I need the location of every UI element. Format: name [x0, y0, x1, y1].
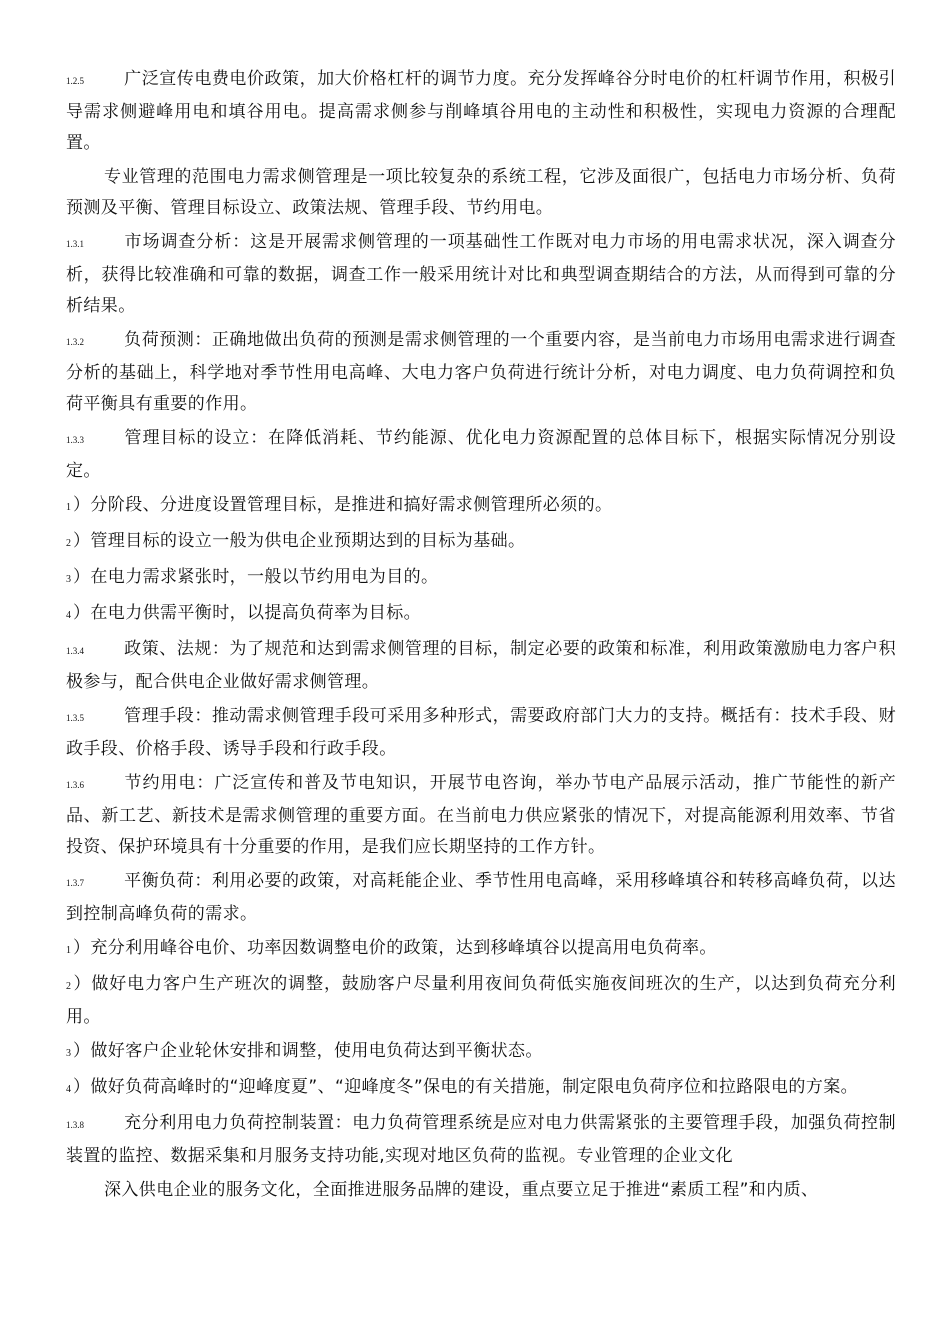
list-number: 3	[66, 574, 71, 585]
section-number: 1.3.1	[66, 239, 84, 249]
paragraph-1-3-2	[66, 325, 896, 420]
list-number: 4	[66, 1084, 71, 1095]
list-item	[66, 526, 896, 559]
paragraph-1-3-6	[66, 768, 896, 863]
list-text: ）管理目标的设立一般为供电企业预期达到的目标为基础。	[73, 531, 526, 551]
section-number: 1.3.7	[66, 878, 84, 888]
section-number: 1.3.4	[66, 646, 84, 656]
paragraph-1-3-8	[66, 1108, 896, 1172]
section-number: 1.3.3	[66, 435, 84, 445]
paragraph-text: 平衡负荷：利用必要的政策，对高耗能企业、季节性用电高峰，采用移峰填谷和转移高峰负荷，以达到控制高峰负荷的需求。	[66, 871, 896, 924]
list-item	[66, 490, 896, 523]
list-text: ）分阶段、分进度设置管理目标，是推进和搞好需求侧管理所必须的。	[73, 495, 613, 515]
paragraph-1-3-7	[66, 866, 896, 930]
document-page	[66, 64, 896, 1209]
list-number: 1	[66, 945, 71, 956]
list-item	[66, 562, 896, 595]
list-item	[66, 1036, 896, 1069]
section-number: 1.3.8	[66, 1120, 84, 1130]
list-number: 3	[66, 1048, 71, 1059]
list-number: 2	[66, 538, 71, 549]
paragraph-text: 广泛宣传电费电价政策，加大价格杠杆的调节力度。充分发挥峰谷分时电价的杠杆调节作用，积极引导需求侧避峰用电和填谷用电。提高需求侧参与削峰填谷用电的主动性和积极性，实现电力资源的合理配置。	[66, 69, 896, 153]
list-number: 2	[66, 981, 71, 992]
list-text: ）在电力供需平衡时，以提高负荷率为目标。	[73, 603, 421, 623]
paragraph-text: 深入供电企业的服务文化，全面推进服务品牌的建设，重点要立足于推进“素质工程”和内质、	[104, 1180, 819, 1200]
list-item	[66, 1072, 896, 1105]
paragraph-culture	[66, 1175, 896, 1206]
list-item	[66, 969, 896, 1033]
paragraph-text: 市场调查分析：这是开展需求侧管理的一项基础性工作既对电力市场的用电需求状况，深入调查分析，获得比较准确和可靠的数据，调查工作一般采用统计对比和典型调查期结合的方法，从而得到可靠的分析结果。	[66, 232, 896, 316]
paragraph-1-3-4	[66, 634, 896, 698]
paragraph-text: 专业管理的范围电力需求侧管理是一项比较复杂的系统工程，它涉及面很广，包括电力市场分析、负荷预测及平衡、管理目标设立、政策法规、管理手段、节约用电。	[66, 167, 896, 218]
paragraph-text: 充分利用电力负荷控制装置：电力负荷管理系统是应对电力供需紧张的主要管理手段，加强负荷控制装置的监控、数据采集和月服务支持功能,实现对地区负荷的监视。专业管理的企业文化	[66, 1113, 896, 1166]
section-number: 1.3.5	[66, 713, 84, 723]
list-text: ）做好电力客户生产班次的调整，鼓励客户尽量利用夜间负荷低实施夜间班次的生产，以达到负荷充分利用。	[66, 974, 896, 1027]
paragraph-text: 政策、法规：为了规范和达到需求侧管理的目标，制定必要的政策和标准，利用政策激励电力客户积极参与，配合供电企业做好需求侧管理。	[66, 639, 896, 692]
list-number: 4	[66, 610, 71, 621]
section-number: 1.2.5	[66, 76, 84, 86]
paragraph-1-3-5	[66, 701, 896, 765]
list-text: ）做好客户企业轮休安排和调整，使用电负荷达到平衡状态。	[73, 1041, 543, 1061]
paragraph-scope	[66, 162, 896, 224]
paragraph-1-2-5	[66, 64, 896, 159]
paragraph-1-3-3	[66, 423, 896, 487]
list-item	[66, 598, 896, 631]
paragraph-text: 节约用电：广泛宣传和普及节电知识，开展节电咨询，举办节电产品展示活动，推广节能性的新产品、新工艺、新技术是需求侧管理的重要方面。在当前电力供应紧张的情况下，对提高能源利用效率、节省投资、保护环境具有十分重要的作用，是我们应长期坚持的工作方针。	[66, 773, 896, 857]
list-item	[66, 933, 896, 966]
list-text: ）做好负荷高峰时的“迎峰度夏”、“迎峰度冬”保电的有关措施，制定限电负荷序位和拉路限电的方案。	[73, 1077, 859, 1097]
section-number: 1.3.2	[66, 337, 84, 347]
paragraph-text: 管理手段：推动需求侧管理手段可采用多种形式，需要政府部门大力的支持。概括有：技术手段、财政手段、价格手段、诱导手段和行政手段。	[66, 706, 896, 759]
list-text: ）在电力需求紧张时，一般以节约用电为目的。	[73, 567, 439, 587]
list-number: 1	[66, 502, 71, 513]
section-number: 1.3.6	[66, 780, 84, 790]
paragraph-text: 管理目标的设立：在降低消耗、节约能源、优化电力资源配置的总体目标下，根据实际情况分别设定。	[66, 428, 896, 481]
list-text: ）充分利用峰谷电价、功率因数调整电价的政策，达到移峰填谷以提高用电负荷率。	[73, 938, 717, 958]
paragraph-1-3-1	[66, 227, 896, 322]
paragraph-text: 负荷预测：正确地做出负荷的预测是需求侧管理的一个重要内容，是当前电力市场用电需求进行调查分析的基础上，科学地对季节性用电高峰、大电力客户负荷进行统计分析，对电力调度、电力负荷调控和负荷平衡具有重要的作用。	[66, 330, 896, 414]
